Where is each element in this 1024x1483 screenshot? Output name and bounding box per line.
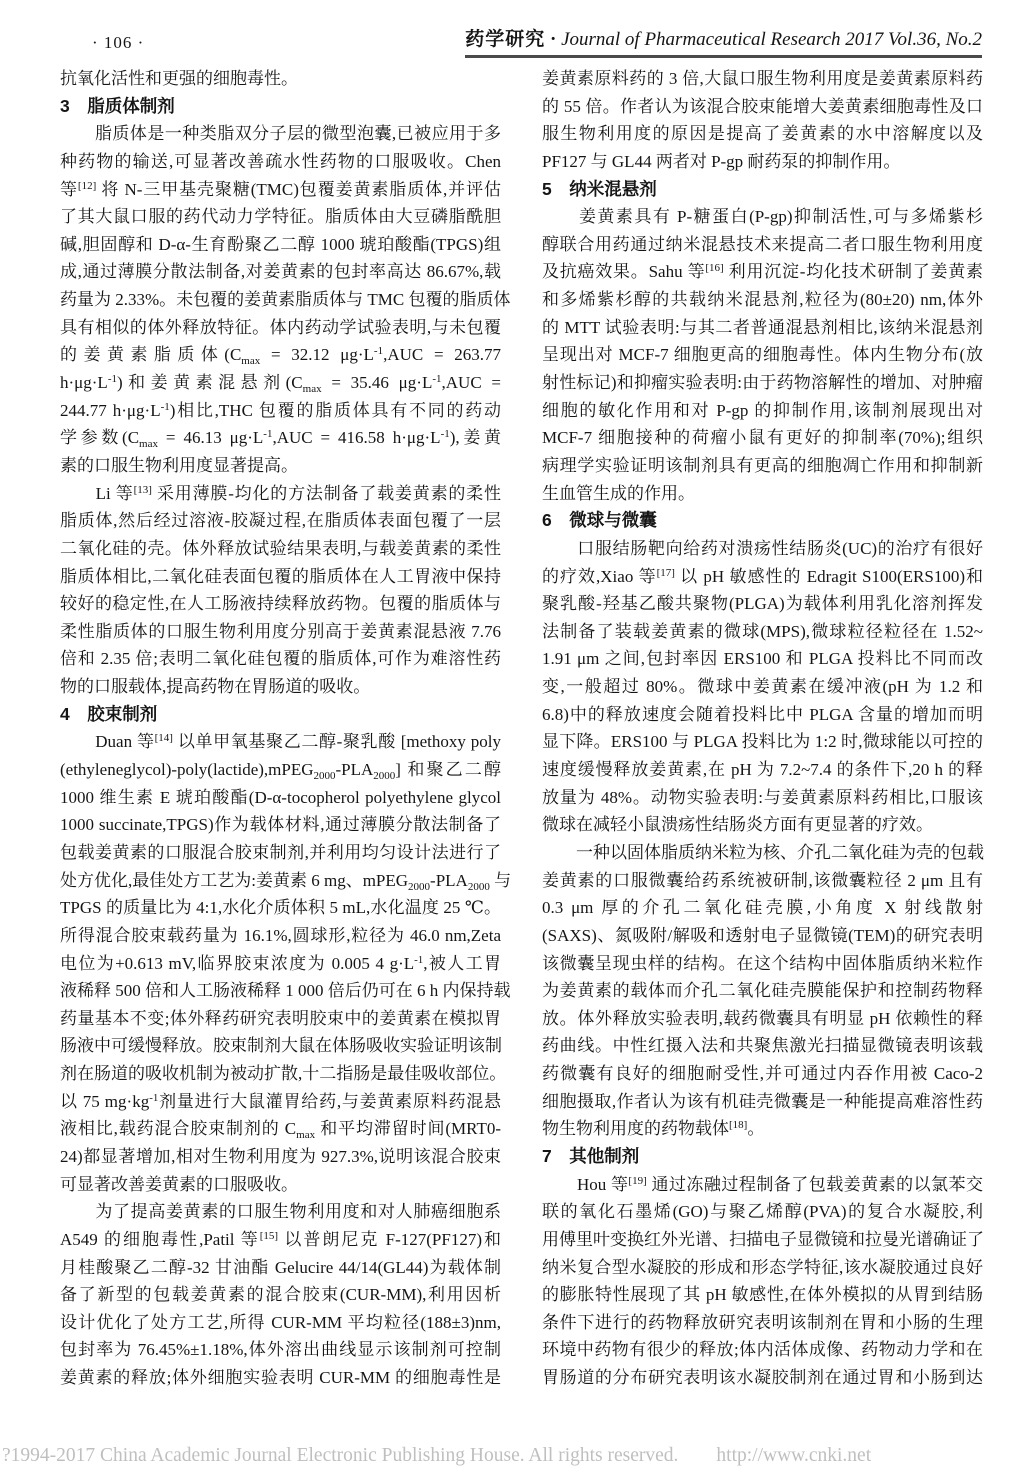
text-line: 备了新型的包载姜黄素的混合胶束(CUR-MM),利用因析 [60, 1285, 501, 1305]
text-line: 素的口服生物利用度显著提高。 [60, 455, 298, 475]
text-line: 包封率为 76.45%±1.18%,体外溶出曲线显示该制剂可控制 [60, 1340, 501, 1360]
text-line: 用傅里叶变换红外光谱、扫描电子显微镜和拉曼光谱确证了 [542, 1229, 984, 1249]
column-right [542, 65, 983, 1392]
text-line: 脂质体,然后经过溶液-胶凝过程,在脂质体表面包覆了一层 [60, 511, 501, 531]
journal-title-cn: 药学研究 [465, 29, 546, 50]
text-line: 放量为 48%。动物实验表明:与姜黄素原料药相比,口服该 [542, 787, 983, 807]
column-left [60, 65, 512, 1392]
article-body [0, 58, 1024, 1392]
text-line: TPGS 的质量比为 4:1,水化介质体积 5 mL,水化温度 25 ℃。 [60, 898, 501, 918]
text-line: 姜黄素的口服微囊给药系统被研制,该微囊粒径 2 μm 且有 [542, 870, 983, 890]
text-line: 微球在减轻小鼠溃疡性结肠炎方面有更显著的疗效。 [542, 815, 933, 835]
text-line: 纳米复合型水凝胶的形成和形态学特征,该水凝胶通过良好 [542, 1257, 983, 1277]
text-line: 药量基本不变;体外释药研究表明胶束中的姜黄素在模拟胃 [60, 1008, 501, 1028]
text-line: 药量为 2.33%。未包覆的姜黄素脂质体与 TMC 包覆的脂质体 [60, 290, 511, 310]
section-heading: 7 其他制剂 [542, 1145, 640, 1166]
text-line: 口服结肠靶向给药对溃疡性结肠炎(UC)的治疗有很好 [542, 538, 983, 558]
section-heading: 3 脂质体制剂 [60, 95, 175, 116]
text-line: 醇联合用药通过纳米混悬技术来提高二者口服生物利用度 [542, 234, 983, 254]
text-line: Duan 等[14] 以单甲氧基聚乙二醇-聚乳酸 [methoxy poly [60, 732, 501, 752]
text-line: A549 的细胞毒性,Patil 等[15] 以普朗尼克 F-127(PF127)和 [60, 1229, 501, 1249]
text-line: 电位为+0.613 mV,临界胶束浓度为 0.005 4 $g\cdot L^{-1}$,被人工胃 [60, 953, 501, 973]
text-line: 柔性脂质体的口服生物利用度分别高于姜黄素混悬液 7.76 [60, 621, 501, 641]
text-line: 病理学实验证明该制剂具有更高的细胞凋亡作用和抑制新 [542, 455, 983, 475]
text-line: 成,通过薄膜分散法制备,对姜黄素的包封率高达 86.67%,载 [60, 262, 501, 282]
section-heading: 4 胶束制剂 [60, 703, 158, 724]
text-line: 1000 succinate,TPGS)作为载体材料,通过薄膜分散法制备了 [60, 815, 501, 835]
text-line: 碱,胆固醇和 D-α-生育酚聚乙二醇 1000 琥珀酸酯(TPGS)组 [60, 234, 501, 254]
text-line: 包载姜黄素的口服混合胶束制剂,并利用均匀设计法进行了 [60, 842, 501, 862]
text-line: 种药物的输送,可显著改善疏水性药物的口服吸收。Chen [60, 151, 501, 171]
text-line: 了其大鼠口服的药代动力学特征。脂质体由大豆磷脂酰胆 [60, 207, 501, 227]
text-line: 该微囊呈现虫样的结构。在这个结构中固体脂质纳米粒作 [542, 953, 983, 973]
text-line: 细胞摄取,作者认为该有机硅壳微囊是一种能提高难溶性药 [542, 1091, 983, 1111]
text-line: 具有相似的体外释放特征。体内药动学试验表明,与未包覆 [60, 317, 501, 337]
text-line: 液稀释 500 倍和人工肠液稀释 1 000 倍后仍可在 6 h 内保持载 [60, 981, 511, 1001]
text-line: 条件下进行的药物释放研究表明该制剂在胃和小肠的生理 [542, 1312, 983, 1332]
text-line: 1000 维生素 E 琥珀酸酯(D-α-tocopherol polyethylene glycol [60, 787, 501, 807]
text-line: 的膨胀特性展现了其 pH 敏感性,在体外模拟的从胃到结肠 [542, 1285, 983, 1305]
text-line: 所得混合胶束载药量为 16.1%,圆球形,粒径为 46.0 nm,Zeta [60, 925, 501, 945]
text-line: 法制备了装载姜黄素的微球(MPS),微球粒径粒径在 1.52~ [542, 621, 983, 641]
text-line: $h\cdot\mu g\cdot L^{-1}$)和姜黄素混悬剂($C_{max} = 35.46$ $\mu g\cdot L^{-1},AUC$ = [60, 373, 501, 396]
text-line: MCF-7 细胞接种的荷瘤小鼠有更好的抑制率(70%);组织 [542, 428, 983, 448]
text-line: 244.77 $h\cdot\mu g\cdot L^{-1}$)相比,THC 包覆的脂质体具有不同的药动 [60, 400, 501, 420]
text-line: 药微囊有良好的细胞耐受性,并可通过内吞作用被 Caco-2 [542, 1064, 983, 1084]
text-line: 以 75 $mg\cdot kg^{-1}$剂量进行大鼠灌胃给药,与姜黄素原料药混悬 [60, 1091, 502, 1111]
text-line: 服生物利用度的原因是提高了姜黄素的水中溶解度以及 [542, 124, 983, 144]
text-line: 1.91 μm 之间,包封率因 ERS100 和 PLGA 投料比不同而改 [542, 649, 983, 669]
text-line: 变,一般超过 80%。微球中姜黄素在缓冲液(pH 为 1.2 和 [542, 677, 983, 697]
section-heading: 6 微球与微囊 [542, 510, 657, 531]
text-line: 设计优化了处方工艺,所得 CUR-MM 平均粒径(188±3)nm, [60, 1312, 501, 1332]
text-line: 的 55 倍。作者认为该混合胶束能增大姜黄素细胞毒性及口 [542, 96, 983, 116]
text-line: 24)都显著增加,相对生物利用度为 927.3%,说明该混合胶束 [60, 1146, 501, 1166]
text-line: 姜黄素具有 P-糖蛋白(P-gp)抑制活性,可与多烯紫杉 [542, 207, 983, 227]
text-line: 较好的稳定性,在人工肠液持续释放药物。包覆的脂质体与 [60, 594, 501, 614]
text-line: 显下降。ERS100 与 PLGA 投料比为 1:2 时,微球能以可控的 [542, 732, 983, 752]
text-line: 放。体外释放实验表明,载药微囊具有明显 pH 依赖性的释 [542, 1008, 983, 1028]
text-line: 姜黄素的释放;体外细胞实验表明 CUR-MM 的细胞毒性是 [60, 1368, 501, 1388]
text-line: 倍和 2.35 倍;表明二氧化硅包覆的脂质体,可作为难溶性药 [60, 649, 501, 669]
text-line: 二氧化硅的壳。体外释放试验结果表明,与载姜黄素的柔性 [60, 538, 501, 558]
text-line: 及抗癌效果。Sahu 等[16] 利用沉淀-均化技术研制了姜黄素 [542, 262, 983, 282]
text-line: 月桂酸聚乙二醇-32 甘油酯 Gelucire 44/14(GL44)为载体制 [60, 1257, 501, 1277]
text-line: 0.3 μm 厚的介孔二氧化硅壳膜,小角度 X 射线散射 [542, 898, 983, 918]
text-line: 学参数($C_{max} = 46.13$ $\mu g\cdot L^{-1},AUC = 416.58$ $h\cdot\mu g\cdot L^{-1}$),姜黄 [60, 428, 502, 451]
text-line: 肠液中可缓慢释放。胶束制剂大鼠在体肠吸收实验证明该制 [60, 1036, 502, 1056]
text-line: 和多烯紫杉醇的共载纳米混悬剂,粒径为(80±20) nm,体外 [542, 290, 983, 310]
text-line: 物的口服载体,提高药物在胃肠道的吸收。 [60, 677, 371, 697]
copyright-footer [2, 1445, 1024, 1467]
text-line: 胃肠道的分布研究表明该水凝胶制剂在通过胃和小肠到达 [542, 1368, 983, 1388]
text-line: PF127 与 GL44 两者对 P-gp 耐药泵的抑制作用。 [542, 151, 901, 171]
text-line: 液相比,载药混合胶束制剂的 $C_{max}$ 和平均滞留时间(MRT0- [60, 1119, 502, 1142]
section-heading: 5 纳米混悬剂 [542, 178, 657, 199]
page-number: · 106 · [92, 33, 145, 52]
text-line: 射性标记)和抑瘤实验表明:由于药物溶解性的增加、对肿瘤 [542, 373, 983, 393]
text-line: 为了提高姜黄素的口服生物利用度和对人肺癌细胞系 [60, 1202, 501, 1222]
text-line: (SAXS)、氮吸附/解吸和透射电子显微镜(TEM)的研究表明 [542, 925, 983, 945]
page-header [0, 0, 1024, 58]
journal-title [465, 24, 982, 58]
text-line: 可显著改善姜黄素的口服吸收。 [60, 1174, 298, 1194]
text-line: 抗氧化活性和更强的细胞毒性。 [60, 69, 298, 88]
text-line: 的疗效,Xiao 等[17] 以 pH 敏感性的 Edragit S100(ERS100)和 [542, 566, 983, 586]
text-line: Li 等[13] 采用薄膜-均化的方法制备了载姜黄素的柔性 [60, 483, 501, 503]
journal-title-separator: · [545, 29, 562, 50]
text-line: 剂在肠道的吸收机制为被动扩散,十二指肠是最佳吸收部位。 [60, 1064, 507, 1084]
text-line: 细胞的敏化作用和对 P-gp 的抑制作用,该制剂展现出对 [542, 400, 983, 420]
text-line: 的姜黄素脂质体($C_{max} = 32.12$ $\mu g\cdot L^{-1},AUC = 263.77$ [60, 345, 502, 368]
text-line: 一种以固体脂质纳米粒为核、介孔二氧化硅为壳的包载 [542, 842, 984, 862]
text-line: 脂质体相比,二氧化硅表面包覆的脂质体在人工胃液中保持 [60, 566, 501, 586]
footer-url: http://www.cnki.net [716, 1445, 872, 1466]
text-line: Hou 等[19] 通过冻融过程制备了包载姜黄素的以氯苯交 [542, 1174, 983, 1194]
text-line: 生血管生成的作用。 [542, 483, 695, 503]
text-line: 呈现出对 MCF-7 细胞更高的细胞毒性。体内生物分布(放 [542, 345, 983, 365]
text-line: $(ethyleneglycol)-poly(lactide),mPEG_{2000}-PLA_{2000}$] 和聚乙二醇 [60, 760, 501, 783]
text-line: 6.8)中的释放速度会随着投料比中 PLGA 含量的增加而明 [542, 704, 983, 724]
text-line: 姜黄素原料药的 3 倍,大鼠口服生物利用度是姜黄素原料药 [542, 69, 983, 88]
text-line: 等[12] 将 N-三甲基壳聚糖(TMC)包覆姜黄素脂质体,并评估 [60, 179, 501, 199]
copyright-text: ?1994-2017 China Academic Journal Electronic Publishing House. All rights reserved. [2, 1445, 679, 1466]
text-line: 聚乳酸-羟基乙酸共聚物(PLGA)为载体利用乳化溶剂挥发 [542, 594, 983, 614]
text-line: 环境中药物有很少的释放;体内活体成像、药物动力学和在 [542, 1340, 983, 1360]
text-line: 处方优化,最佳处方工艺为:姜黄素 6 mg、$mPEG_{2000}-PLA_{2000}$ 与 [60, 870, 512, 893]
text-line: 速度缓慢释放姜黄素,在 pH 为 7.2~7.4 的条件下,20 h 的释 [542, 760, 983, 780]
text-line: 脂质体是一种类脂双分子层的微型泡囊,已被应用于多 [60, 124, 501, 144]
text-line: 物生物利用度的药物载体[18]。 [542, 1119, 765, 1139]
text-line: 药曲线。中性红摄入法和共聚焦激光扫描显微镜表明该载 [542, 1036, 983, 1056]
journal-title-en: Journal of Pharmaceutical Research 2017 Vol.36, No.2 [561, 29, 982, 50]
text-line: 的 MTT 试验表明:与其二者普通混悬剂相比,该纳米混悬剂 [542, 317, 983, 337]
text-line: 联的氧化石墨烯(GO)与聚乙烯醇(PVA)的复合水凝胶,利 [542, 1202, 983, 1222]
text-line: 为姜黄素的载体而介孔二氧化硅壳膜能保护和控制药物释 [542, 981, 983, 1001]
